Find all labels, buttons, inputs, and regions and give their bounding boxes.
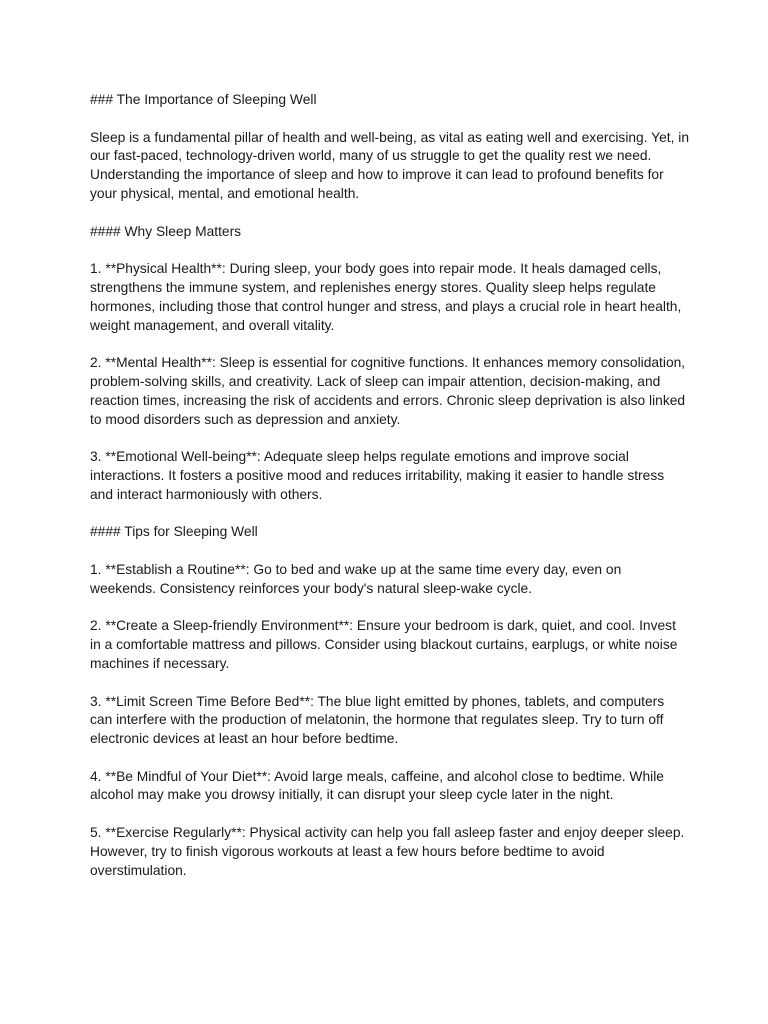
document-body (90, 91, 690, 899)
list-item-exercise: 5. **Exercise Regularly**: Physical activity can help you fall asleep faster and enjoy deeper sleep. However, try to finish vigorous workouts at least a few hours before bedtime to avoid overstimulation. (90, 825, 685, 878)
list-item-sleep-environment: 2. **Create a Sleep-friendly Environment**: Ensure your bedroom is dark, quiet, and cool. Invest in a comfortable mattress and pillows. Consider using blackout curtains, earplugs, or white noise machines if necessary. (90, 618, 678, 671)
list-item-mental-health: 2. **Mental Health**: Sleep is essential for cognitive functions. It enhances memory consolidation, problem-solving skills, and creativity. Lack of sleep can impair attention, decision-making, and reaction times, increasing the risk of accidents and errors. Chronic sleep deprivation is also linked to mood disorders such as depression and anxiety. (90, 355, 686, 427)
list-item-mindful-diet: 4. **Be Mindful of Your Diet**: Avoid large meals, caffeine, and alcohol close to bedtime. While alcohol may make you drowsy initially, it can disrupt your sleep cycle later in the night. (90, 768, 664, 803)
section-heading-why-sleep-matters: #### Why Sleep Matters (90, 223, 242, 239)
list-item-limit-screen-time: 3. **Limit Screen Time Before Bed**: The blue light emitted by phones, tablets, and computers can interfere with the production of melatonin, the hormone that regulates sleep. Try to turn off electronic devices at least an hour before bedtime. (90, 693, 665, 747)
intro-paragraph: Sleep is a fundamental pillar of health and well-being, as vital as eating well and exercising. Yet, in our fast-paced, technology-driven world, many of us struggle to get the quality rest we need. Understanding the importance of sleep and how to improve it can lead to profound benefits for your physical, mental, and emotional health. (90, 129, 689, 201)
list-item-physical-health: 1. **Physical Health**: During sleep, your body goes into repair mode. It heals damaged cells, strengthens the immune system, and replenishes energy stores. Quality sleep helps regulate hormones, including those that control hunger and stress, and plays a crucial role in heart health, weight management, and overall vitality. (90, 261, 682, 333)
list-item-establish-routine: 1. **Establish a Routine**: Go to bed and wake up at the same time every day, even on weekends. Consistency reinforces your body's natural sleep-wake cycle. (90, 561, 622, 596)
document-title: ### The Importance of Sleeping Well (90, 92, 317, 107)
section-heading-tips: #### Tips for Sleeping Well (90, 524, 258, 540)
list-item-emotional-well-being: 3. **Emotional Well-being**: Adequate sleep helps regulate emotions and improve social interactions. It fosters a positive mood and reduces irritability, making it easier to handle stress and interact harmoniously with others. (90, 449, 665, 502)
